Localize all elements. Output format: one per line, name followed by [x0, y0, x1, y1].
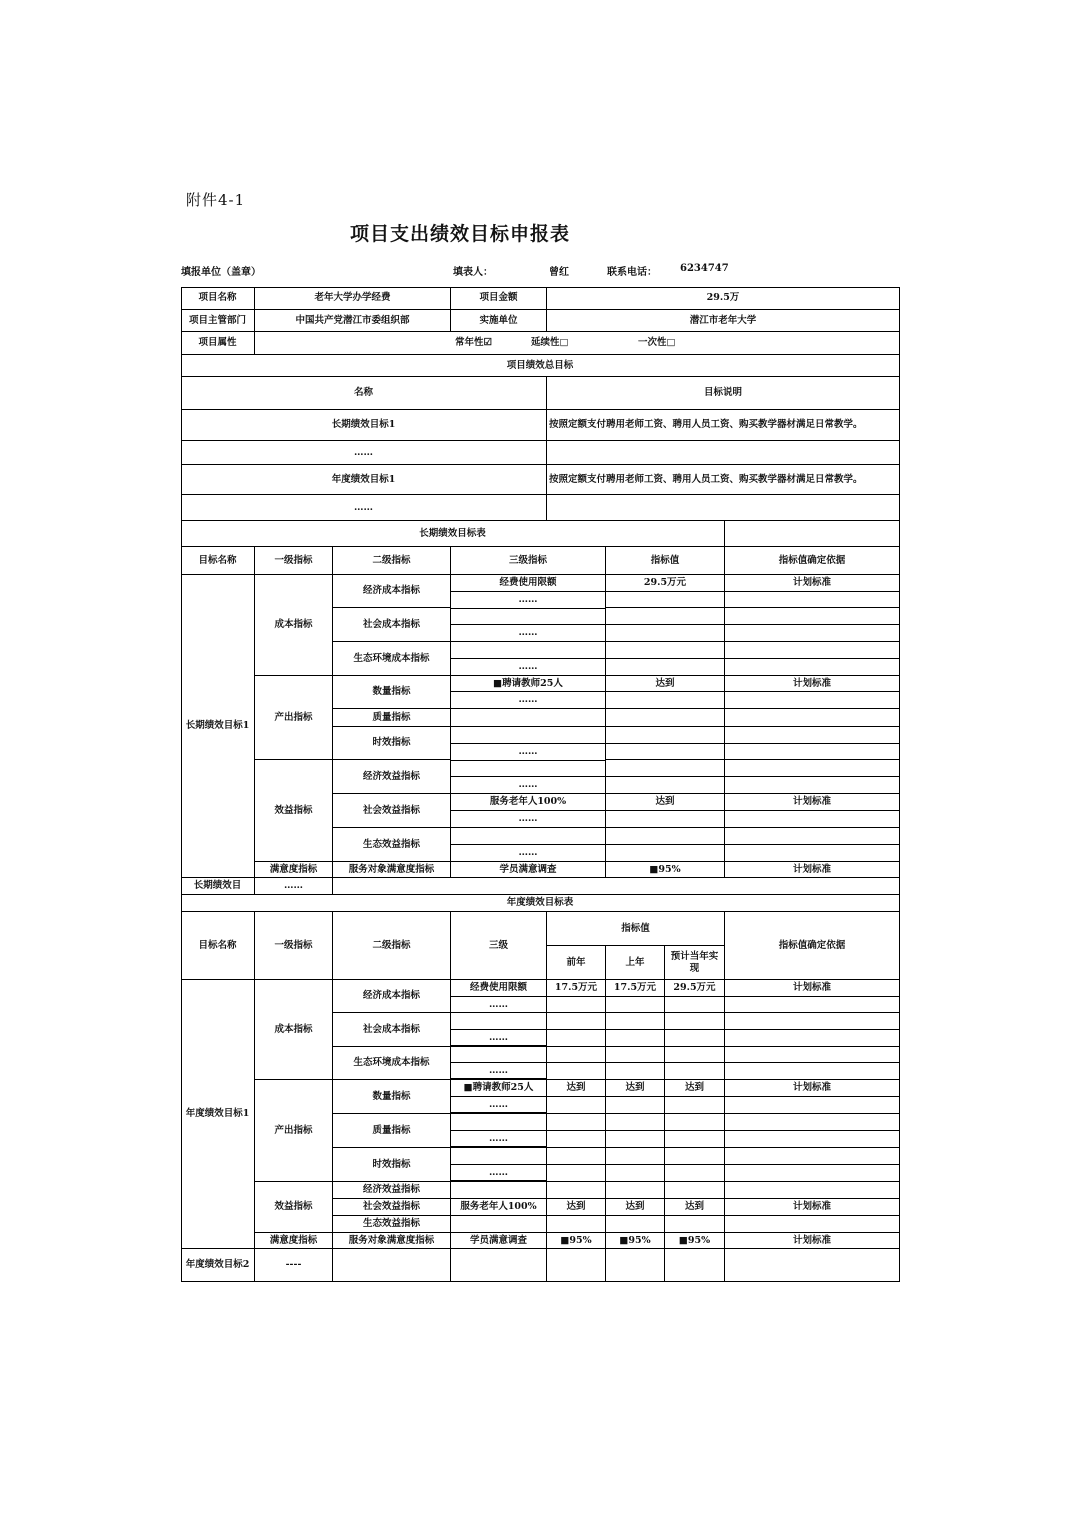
annual-header: 三级	[451, 912, 547, 980]
level3-service: 服务老年人100%	[451, 1199, 547, 1216]
value-reach: 达到	[606, 676, 725, 692]
annual-value-cell	[451, 1047, 547, 1063]
overall-goal-desc: 按照定额支付聘用老师工资、聘用人员工资、购买教学器材满足日常教学。	[547, 465, 900, 495]
phone-label: 联系电话：	[607, 267, 657, 278]
basis-plan: 计划标准	[725, 676, 900, 692]
level3-cell	[451, 828, 606, 845]
level3-ellipsis: ……	[451, 811, 606, 828]
value-cell	[606, 760, 725, 777]
dept-value: 中国共产党潜江市委组织部	[255, 310, 451, 332]
annual-section: 年度绩效目标表	[181, 895, 900, 912]
annual-value-cell	[665, 1148, 725, 1165]
value-cell	[606, 709, 725, 727]
level2-econ-benefit: 经济效益指标	[333, 1182, 451, 1199]
annual-value-cell	[725, 1013, 900, 1030]
level2-econ-benefit: 经济效益指标	[333, 760, 451, 794]
fill-unit-label: 填报单位（盖章）	[181, 267, 261, 278]
year-col: 预计当年实现	[665, 946, 725, 980]
annual-value-cell	[606, 1030, 665, 1047]
page-title: 项目支出绩效目标申报表	[350, 223, 571, 245]
table-cell	[547, 1249, 606, 1282]
level1-output: 产出指标	[255, 1080, 333, 1182]
annual-value-cell	[665, 997, 725, 1013]
annual-value-cell	[665, 1097, 725, 1114]
value-satisfaction: ■95%	[606, 862, 725, 878]
value-cell	[606, 744, 725, 760]
annual-value-cell	[547, 1165, 606, 1182]
year-value-cost: 29.5万元	[665, 980, 725, 997]
level2-social-cost: 社会成本指标	[333, 1013, 451, 1047]
level3-satisfaction-survey: 学员满意调查	[451, 862, 606, 878]
year-value-reach: 达到	[665, 1199, 725, 1216]
overall-goal-name: ……	[181, 495, 547, 521]
annual-value-cell	[606, 1182, 665, 1199]
overall-goal-desc	[547, 495, 900, 521]
filler-name: 曾红	[549, 267, 569, 278]
basis-plan: 计划标准	[725, 1233, 900, 1249]
year-value-cost: 17.5万元	[606, 980, 665, 997]
level3-ellipsis: ……	[451, 744, 606, 761]
dept-label: 项目主管部门	[181, 310, 255, 332]
value-cell	[606, 592, 725, 608]
overall-col-desc: 目标说明	[547, 377, 900, 410]
level1-satisfaction: 满意度指标	[255, 1233, 333, 1249]
basis-cell	[725, 727, 900, 744]
annual-header: 目标名称	[181, 912, 255, 980]
basis-cell	[725, 709, 900, 727]
level3-ellipsis: ……	[451, 1030, 547, 1046]
annual-goal-name: 年度绩效目标1	[181, 980, 255, 1249]
basis-plan: 计划标准	[725, 1080, 900, 1097]
basis-cell	[725, 811, 900, 828]
project-attr-option: 一次性□	[638, 337, 676, 348]
annual-value-cell	[725, 1165, 900, 1182]
annual-header: 指标值确定依据	[725, 912, 900, 980]
level3-ellipsis: ……	[451, 692, 606, 709]
long-term-header: 三级指标	[451, 547, 606, 575]
year-value-satisfaction: ■95%	[606, 1233, 665, 1249]
annual-value-cell	[665, 1063, 725, 1080]
annual-value-cell	[725, 1182, 900, 1199]
annual-value-cell	[606, 1131, 665, 1148]
annual-value-cell	[547, 1114, 606, 1131]
level2-eco-cost: 生态环境成本指标	[333, 642, 451, 676]
project-amount-label: 项目金额	[451, 287, 547, 310]
project-name-value: 老年大学办学经费	[255, 287, 451, 310]
level3-teachers: ■聘请教师25人	[451, 1080, 547, 1097]
phone-number: 6234747	[680, 263, 729, 274]
basis-cell	[725, 608, 900, 625]
long-term-goal-name: 长期绩效目标1	[181, 575, 255, 878]
filler-label: 填表人：	[453, 267, 493, 278]
value-cell	[606, 692, 725, 709]
annual-value-cell	[725, 1216, 900, 1233]
long-term-goal-tail: 长期绩效目	[181, 878, 255, 895]
year-col: 前年	[547, 946, 606, 980]
value-reach: 达到	[606, 794, 725, 811]
year-value-reach: 达到	[606, 1080, 665, 1097]
annual-value-cell	[725, 1030, 900, 1047]
annual-header: 指标值	[547, 912, 725, 946]
annual-value-cell	[665, 1047, 725, 1063]
table-cell	[725, 521, 900, 547]
annual-value-cell	[451, 1216, 547, 1233]
level2-service-satisfaction: 服务对象满意度指标	[333, 1233, 451, 1249]
annual-value-cell	[547, 1097, 606, 1114]
level1-output: 产出指标	[255, 676, 333, 760]
level1-benefit: 效益指标	[255, 760, 333, 862]
level3-ellipsis: ……	[451, 1131, 547, 1147]
annual-value-cell	[547, 1047, 606, 1063]
level2-timeliness: 时效指标	[333, 727, 451, 760]
annual-value-cell	[725, 1131, 900, 1148]
annual-value-cell	[451, 1182, 547, 1199]
annual-value-cell	[725, 1114, 900, 1131]
level2-social-benefit: 社会效益指标	[333, 794, 451, 828]
project-attr-options	[255, 332, 900, 355]
table-cell	[333, 878, 900, 895]
annual-value-cell	[606, 1114, 665, 1131]
basis-cell	[725, 659, 900, 676]
annual-value-cell	[665, 1013, 725, 1030]
year-value-satisfaction: ■95%	[547, 1233, 606, 1249]
value-cell	[606, 608, 725, 625]
project-name-label: 项目名称	[181, 287, 255, 310]
level2-social-cost: 社会成本指标	[333, 608, 451, 642]
annual-value-cell	[665, 1131, 725, 1148]
long-term-header: 指标值确定依据	[725, 547, 900, 575]
annual-value-cell	[606, 1216, 665, 1233]
long-term-header: 二级指标	[333, 547, 451, 575]
level2-econ-cost: 经济成本指标	[333, 575, 451, 608]
level2-eco-benefit: 生态效益指标	[333, 828, 451, 862]
annual-value-cell	[547, 997, 606, 1013]
value-cell	[606, 625, 725, 642]
basis-cell	[725, 692, 900, 709]
annual-value-cell	[665, 1182, 725, 1199]
value-cost: 29.5万元	[606, 575, 725, 592]
value-cell	[606, 642, 725, 659]
project-amount-value: 29.5万	[547, 287, 900, 310]
level2-social-benefit: 社会效益指标	[333, 1199, 451, 1216]
annual-value-cell	[725, 1097, 900, 1114]
level1-cost: 成本指标	[255, 575, 333, 676]
basis-cell	[725, 845, 900, 862]
basis-cell	[725, 592, 900, 608]
level3-cell	[451, 608, 606, 625]
level3-ellipsis: ……	[451, 777, 606, 794]
year-value-reach: 达到	[665, 1080, 725, 1097]
level3-ellipsis: ……	[451, 845, 606, 862]
annual-value-cell	[547, 1216, 606, 1233]
overall-col-name: 名称	[181, 377, 547, 410]
level3-ellipsis: ……	[451, 625, 606, 642]
annual-value-cell	[606, 1148, 665, 1165]
level3-ellipsis: ……	[451, 1063, 547, 1079]
annual-value-cell	[547, 1030, 606, 1047]
level1-cost: 成本指标	[255, 980, 333, 1080]
level3-cell	[451, 760, 606, 777]
long-term-tail-dots: ……	[255, 878, 333, 895]
project-attr-option: 延续性□	[531, 337, 569, 348]
level3-cell	[451, 642, 606, 659]
long-term-header: 一级指标	[255, 547, 333, 575]
level2-service-satisfaction: 服务对象满意度指标	[333, 862, 451, 878]
basis-cell	[725, 625, 900, 642]
annual-goal2-dots: ----	[255, 1249, 333, 1282]
level2-eco-benefit: 生态效益指标	[333, 1216, 451, 1233]
annual-value-cell	[606, 1063, 665, 1080]
level3-ellipsis: ……	[451, 592, 606, 609]
basis-plan: 计划标准	[725, 1199, 900, 1216]
level3-cost-limit: 经费使用限额	[451, 575, 606, 592]
year-col: 上年	[606, 946, 665, 980]
table-cell	[665, 1249, 725, 1282]
annual-value-cell	[606, 1013, 665, 1030]
basis-plan: 计划标准	[725, 862, 900, 878]
annual-value-cell	[725, 997, 900, 1013]
level3-teachers: ■聘请教师25人	[451, 676, 606, 692]
value-cell	[606, 811, 725, 828]
annual-value-cell	[451, 1114, 547, 1131]
level2-eco-cost: 生态环境成本指标	[333, 1047, 451, 1080]
level3-satisfaction-survey: 学员满意调查	[451, 1233, 547, 1249]
annual-header: 一级指标	[255, 912, 333, 980]
level3-service: 服务老年人100%	[451, 794, 606, 811]
overall-goal-desc: 按照定额支付聘用老师工资、聘用人员工资、购买教学器材满足日常教学。	[547, 410, 900, 441]
year-value-reach: 达到	[547, 1199, 606, 1216]
overall-goal-section: 项目绩效总目标	[181, 355, 900, 377]
table-cell	[606, 1249, 665, 1282]
project-attr-label: 项目属性	[181, 332, 255, 355]
annual-value-cell	[725, 1047, 900, 1063]
year-value-cost: 17.5万元	[547, 980, 606, 997]
annex-label: 附件4-1	[186, 191, 246, 209]
long-term-header: 指标值	[606, 547, 725, 575]
overall-goal-name: 长期绩效目标1	[181, 410, 547, 441]
level3-cost-limit: 经费使用限额	[451, 980, 547, 997]
annual-value-cell	[451, 1013, 547, 1030]
project-attr-option: 常年性☑	[455, 337, 493, 348]
basis-cell	[725, 642, 900, 659]
level3-ellipsis: ……	[451, 1165, 547, 1181]
basis-cell	[725, 744, 900, 760]
level3-cell	[451, 727, 606, 744]
annual-value-cell	[665, 1165, 725, 1182]
table-cell	[333, 1249, 451, 1282]
annual-value-cell	[547, 1148, 606, 1165]
impl-unit-label: 实施单位	[451, 310, 547, 332]
overall-goal-name: ……	[181, 441, 547, 465]
basis-cell	[725, 760, 900, 777]
level2-quality: 质量指标	[333, 709, 451, 727]
table-cell	[451, 1249, 547, 1282]
annual-value-cell	[665, 1216, 725, 1233]
annual-value-cell	[547, 1131, 606, 1148]
annual-value-cell	[725, 1148, 900, 1165]
table-cell	[725, 1249, 900, 1282]
performance-table	[181, 287, 900, 1282]
level3-ellipsis: ……	[451, 997, 547, 1013]
basis-cell	[725, 777, 900, 794]
impl-unit-value: 潜江市老年大学	[547, 310, 900, 332]
annual-value-cell	[606, 1165, 665, 1182]
value-cell	[606, 659, 725, 676]
year-value-satisfaction: ■95%	[665, 1233, 725, 1249]
annual-value-cell	[451, 1148, 547, 1165]
value-cell	[606, 727, 725, 744]
level3-ellipsis: ……	[451, 1097, 547, 1113]
annual-header: 二级指标	[333, 912, 451, 980]
annual-goal2-name: 年度绩效目标2	[181, 1249, 255, 1282]
annual-value-cell	[665, 1030, 725, 1047]
level2-econ-cost: 经济成本指标	[333, 980, 451, 1013]
overall-goal-desc	[547, 441, 900, 465]
annual-value-cell	[547, 1013, 606, 1030]
level1-satisfaction: 满意度指标	[255, 862, 333, 878]
level1-benefit: 效益指标	[255, 1182, 333, 1233]
overall-goal-name: 年度绩效目标1	[181, 465, 547, 495]
annual-value-cell	[606, 1097, 665, 1114]
year-value-reach: 达到	[547, 1080, 606, 1097]
level3-cell	[451, 709, 606, 727]
annual-value-cell	[665, 1114, 725, 1131]
level2-quantity: 数量指标	[333, 1080, 451, 1114]
annual-value-cell	[547, 1182, 606, 1199]
long-term-section: 长期绩效目标表	[181, 521, 725, 547]
annual-value-cell	[725, 1063, 900, 1080]
value-cell	[606, 828, 725, 845]
annual-value-cell	[547, 1063, 606, 1080]
annual-value-cell	[606, 997, 665, 1013]
value-cell	[606, 777, 725, 794]
level2-quality: 质量指标	[333, 1114, 451, 1148]
year-value-reach: 达到	[606, 1199, 665, 1216]
level2-quantity: 数量指标	[333, 676, 451, 709]
value-cell	[606, 845, 725, 862]
level2-timeliness: 时效指标	[333, 1148, 451, 1182]
level3-ellipsis: ……	[451, 659, 606, 676]
basis-cell	[725, 828, 900, 845]
basis-plan: 计划标准	[725, 980, 900, 997]
long-term-header: 目标名称	[181, 547, 255, 575]
basis-plan: 计划标准	[725, 794, 900, 811]
basis-plan: 计划标准	[725, 575, 900, 592]
annual-value-cell	[606, 1047, 665, 1063]
